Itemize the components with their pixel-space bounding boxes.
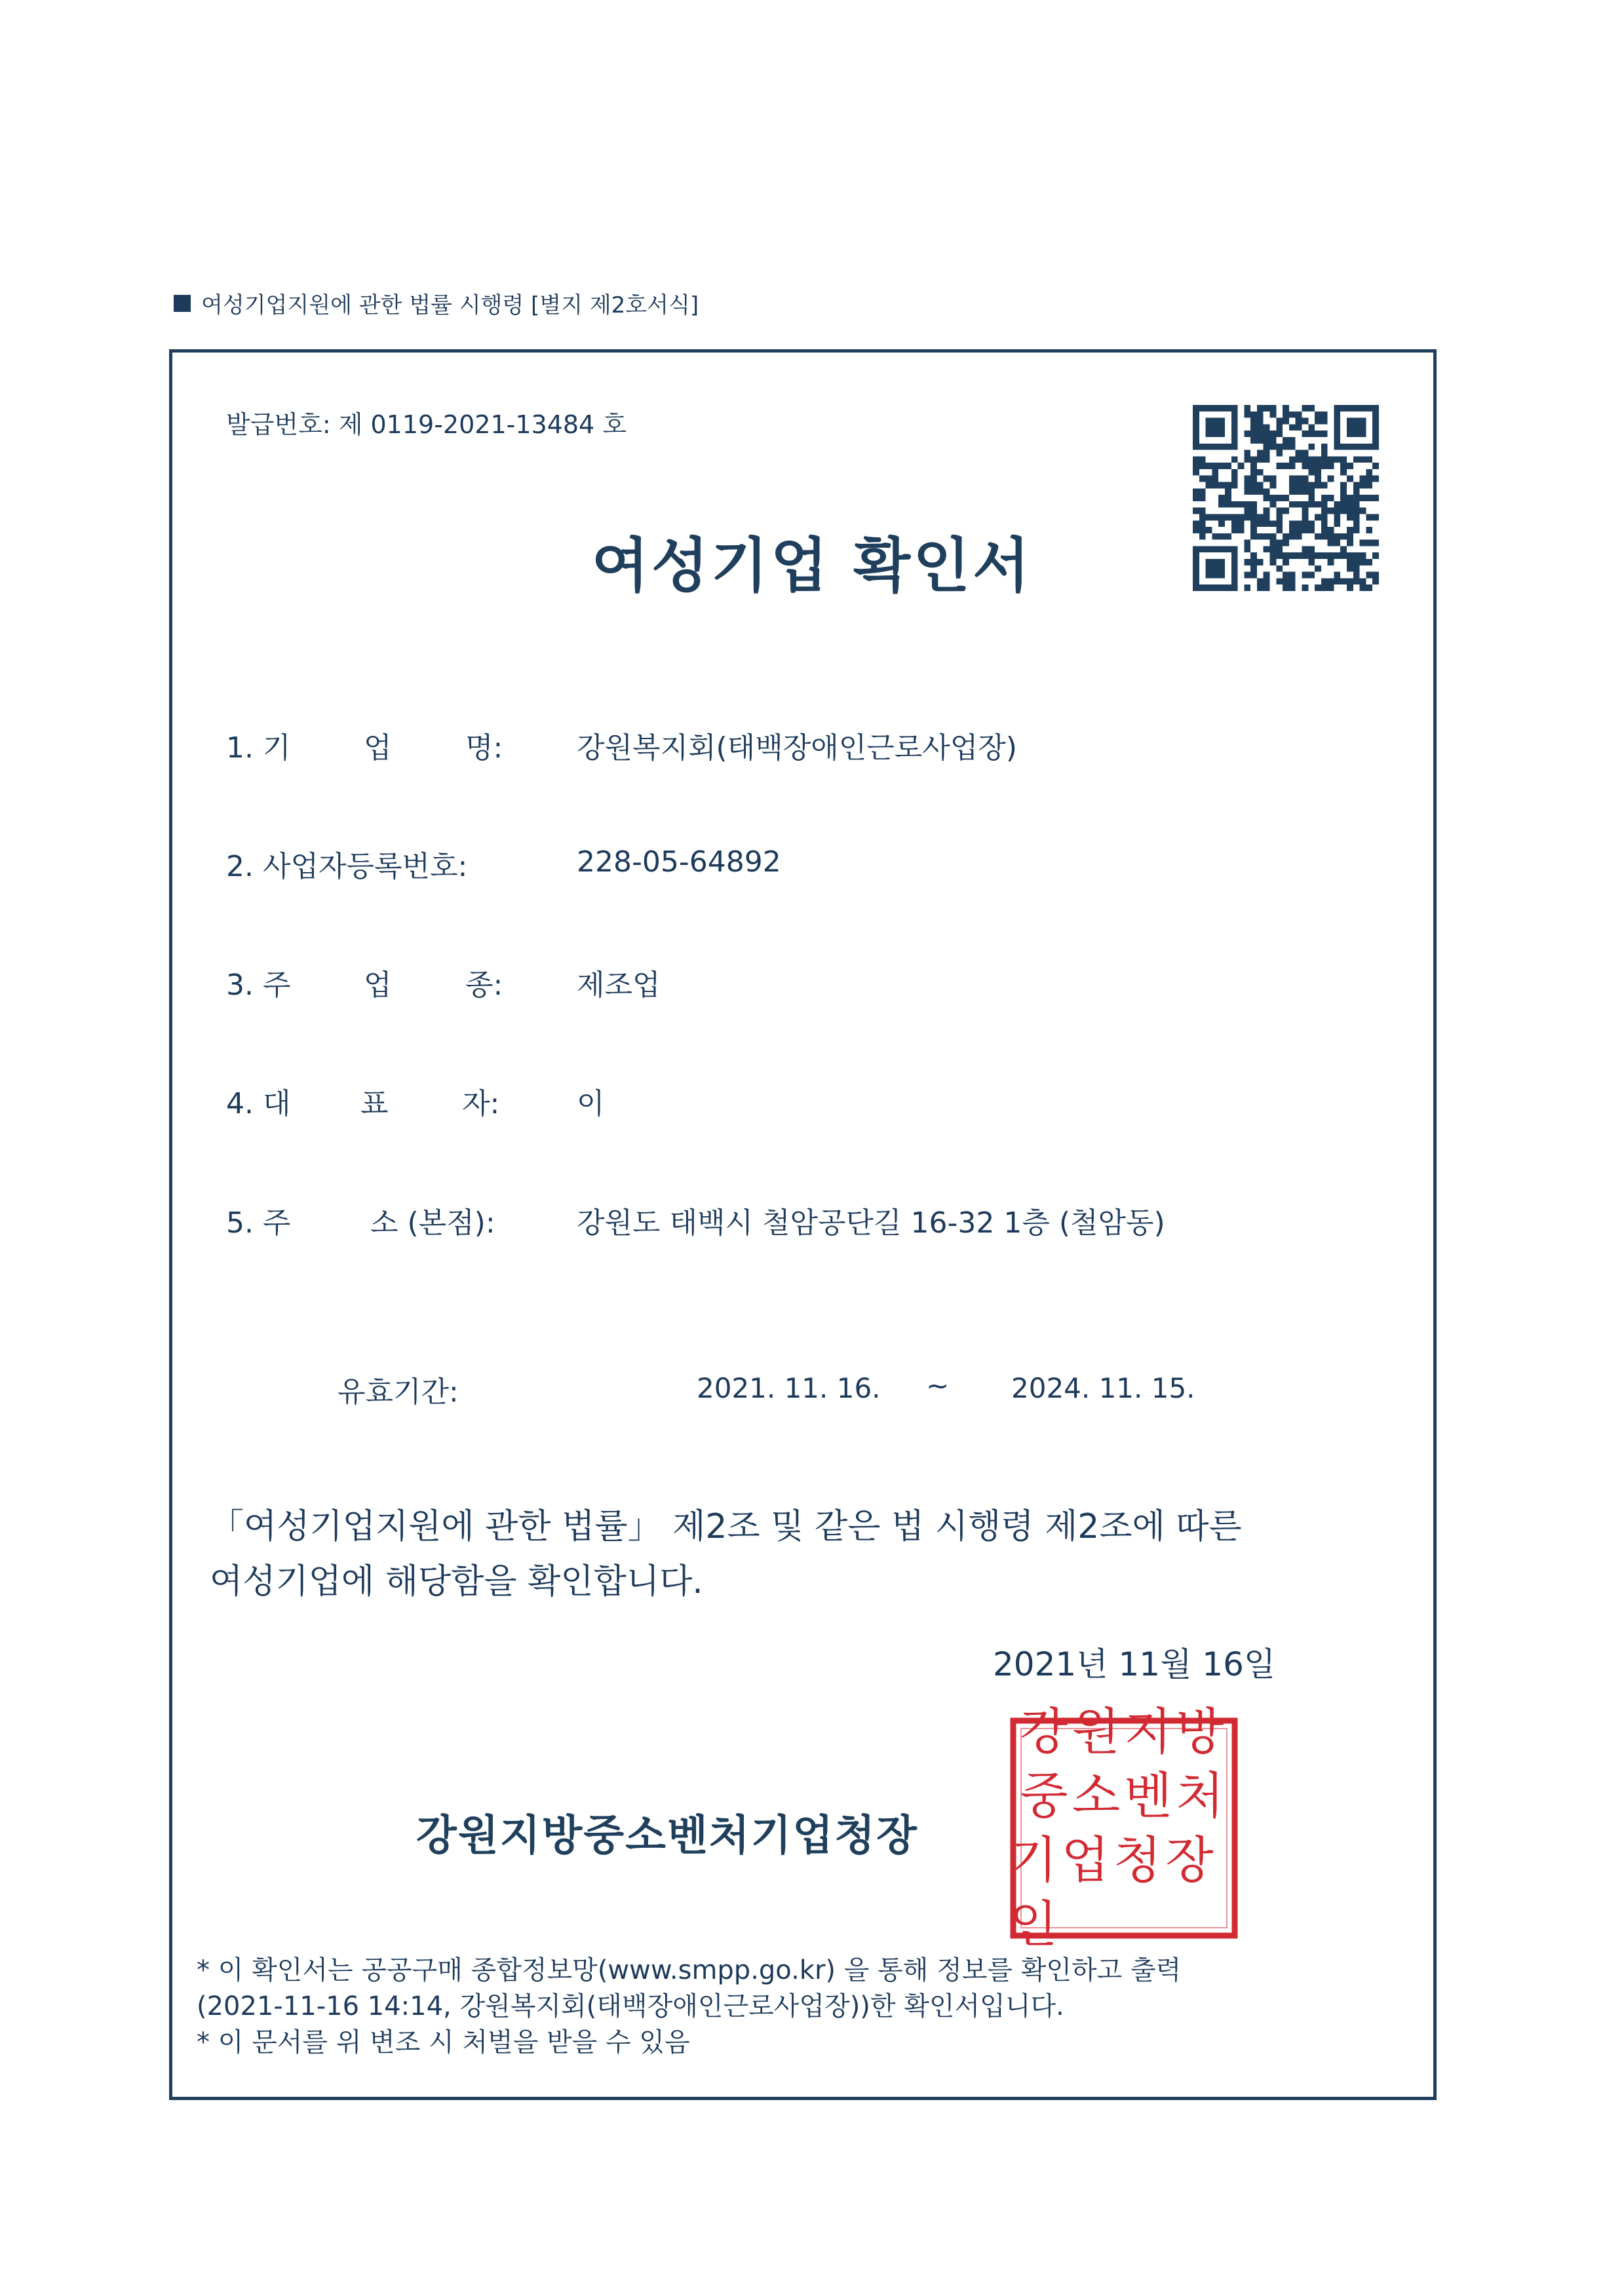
issuer-name: 강원지방중소벤처기업청장 <box>416 1812 918 1860</box>
field-label: 종: <box>465 968 503 1002</box>
document-title: 여성기업 확인서 <box>592 531 1032 600</box>
field-label: 소 (본점): <box>370 1206 495 1240</box>
validity-end-date: 2024. 11. 15. <box>1011 1372 1195 1404</box>
field-label: 업 <box>364 968 392 1002</box>
field-label: 자: <box>462 1087 500 1120</box>
field-label: 명: <box>465 731 503 765</box>
company-name-value: 강원복지회(태백장애인근로사업장) <box>577 731 1017 765</box>
field-label: 업 <box>364 731 392 765</box>
issue-date: 2021년 11월 16일 <box>993 1645 1276 1683</box>
form-reference-text: 여성기업지원에 관한 법률 시행령 [별지 제2호서식] <box>201 292 699 318</box>
statement-line: 여성기업에 해당함을 확인합니다. <box>210 1562 703 1601</box>
validity-start-date: 2021. 11. 16. <box>697 1372 881 1404</box>
official-seal <box>1009 1702 1239 1953</box>
validity-separator: ~ <box>926 1369 950 1402</box>
note-line: * 이 확인서는 공공구매 종합정보망(www.smpp.go.kr) 을 통해 정보를 확인하고 출력 <box>197 1955 1182 1985</box>
industry-value: 제조업 <box>577 968 661 1002</box>
seal-line: 기업청장인 <box>1009 1831 1218 1953</box>
square-bullet-icon <box>174 295 191 312</box>
note-line: * 이 문서를 위 변조 시 처벌을 받을 수 있음 <box>197 2027 690 2057</box>
field-label: 1. 기 <box>226 731 291 765</box>
form-reference <box>174 287 699 319</box>
representative-value: 이 <box>577 1087 605 1120</box>
field-label: 표 <box>360 1087 389 1120</box>
address-value: 강원도 태백시 철암공단길 16-32 1층 (철암동) <box>577 1206 1165 1240</box>
validity-label: 유효기간: <box>338 1375 459 1409</box>
field-label: 4. 대 <box>226 1087 291 1120</box>
seal-text <box>1009 1702 1239 1953</box>
field-label: 2. 사업자등록번호: <box>226 850 468 883</box>
business-number-value: 228-05-64892 <box>577 845 781 879</box>
seal-line: 중소벤처 <box>1020 1767 1228 1825</box>
issue-number: 발급번호: 제 0119-2021-13484 호 <box>226 410 627 439</box>
note-line: (2021-11-16 14:14, 강원복지회(태백장애인근로사업장))한 확인서입니다. <box>197 1991 1064 2021</box>
field-label: 5. 주 <box>226 1206 291 1240</box>
confirmation-statement <box>210 1499 1324 1609</box>
statement-line: 「여성기업지원에 관한 법률」 제2조 및 같은 법 시행령 제2조에 따른 <box>210 1507 1242 1546</box>
seal-line: 강원지방 <box>1020 1702 1228 1761</box>
field-label: 3. 주 <box>226 968 291 1002</box>
